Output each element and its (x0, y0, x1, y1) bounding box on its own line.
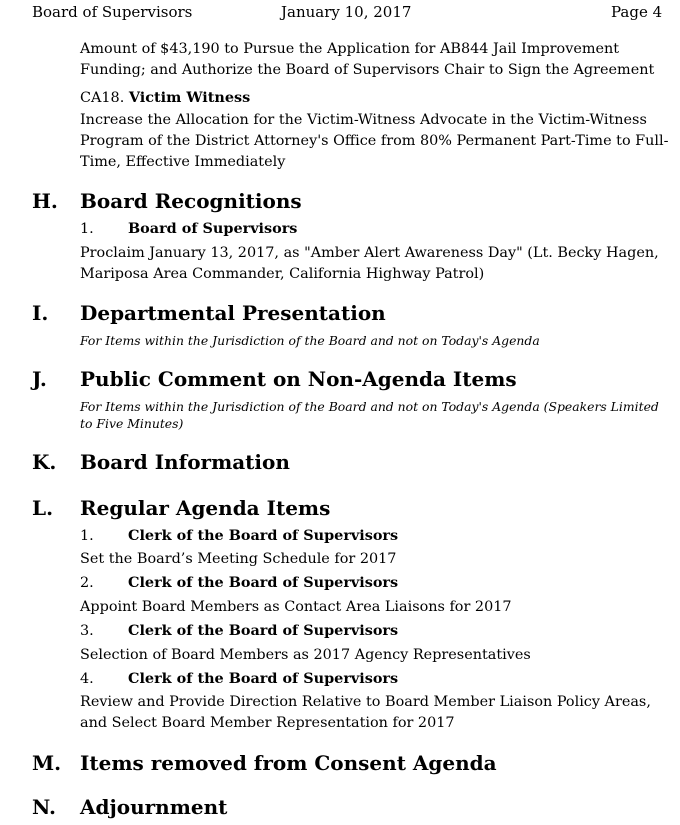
l-item-2-text: Appoint Board Members as Contact Area Liaisons for 2017 (80, 599, 512, 615)
ca18-heading (80, 89, 250, 106)
h-item-1-text: Proclaim January 13, 2017, as "Amber Alert Awareness Day" (Lt. Becky Hagen, Mariposa Area Commander, California Highway Patrol) (80, 245, 659, 282)
item-number: 1. (80, 221, 94, 237)
section-title: Regular Agenda Items (80, 496, 331, 520)
ca18-text: Increase the Allocation for the Victim-Witness Advocate in the Victim-Witness Program of the District Attorney's Office from 80% Permanent Part-Time to Full-Time, Effective Immediately (80, 112, 669, 170)
section-title: Adjournment (80, 795, 228, 819)
section-letter: M. (32, 751, 62, 775)
section-title: Items removed from Consent Agenda (80, 751, 497, 775)
item-title: Clerk of the Board of Supervisors (128, 622, 399, 639)
section-letter: L. (32, 496, 54, 520)
section-title: Departmental Presentation (80, 301, 386, 325)
l-item-4 (80, 670, 398, 687)
section-title: Public Comment on Non-Agenda Items (80, 367, 517, 391)
section-title: Board Recognitions (80, 189, 302, 213)
item-title: Board of Supervisors (128, 220, 298, 237)
item-number: 3. (80, 623, 94, 639)
l-item-1 (80, 527, 398, 544)
item-number: 4. (80, 671, 94, 687)
section-i-note: For Items within the Jurisdiction of the Board and not on Today's Agenda (80, 333, 540, 348)
section-letter: K. (32, 450, 57, 474)
header-left: Board of Supervisors (32, 3, 193, 21)
section-title: Board Information (80, 450, 290, 474)
ca18-title: Victim Witness (128, 89, 251, 106)
continued-paragraph: Amount of $43,190 to Pursue the Application for AB844 Jail Improvement Funding; and Authorize the Board of Supervisors Chair to Sign the Agreement (80, 41, 655, 78)
l-item-2 (80, 574, 398, 591)
section-letter: I. (32, 301, 49, 325)
l-item-3 (80, 622, 398, 639)
header-date: January 10, 2017 (281, 3, 412, 21)
section-j-note: For Items within the Jurisdiction of the Board and not on Today's Agenda (Speakers Limited to Five Minutes) (80, 399, 659, 431)
item-title: Clerk of the Board of Supervisors (128, 574, 399, 591)
h-item-1 (80, 220, 297, 237)
item-number: 1. (80, 528, 94, 544)
header-page: Page 4 (611, 3, 663, 21)
section-letter: H. (32, 189, 58, 213)
l-item-4-text: Review and Provide Direction Relative to Board Member Liaison Policy Areas, and Select Board Member Representation for 2017 (80, 694, 651, 731)
section-letter: J. (32, 367, 47, 391)
l-item-3-text: Selection of Board Members as 2017 Agency Representatives (80, 647, 531, 663)
item-number: 2. (80, 575, 94, 591)
section-letter: N. (32, 795, 56, 819)
item-title: Clerk of the Board of Supervisors (128, 670, 399, 687)
item-title: Clerk of the Board of Supervisors (128, 527, 399, 544)
ca18-code: CA18. (80, 90, 125, 106)
l-item-1-text: Set the Board’s Meeting Schedule for 2017 (80, 551, 397, 567)
